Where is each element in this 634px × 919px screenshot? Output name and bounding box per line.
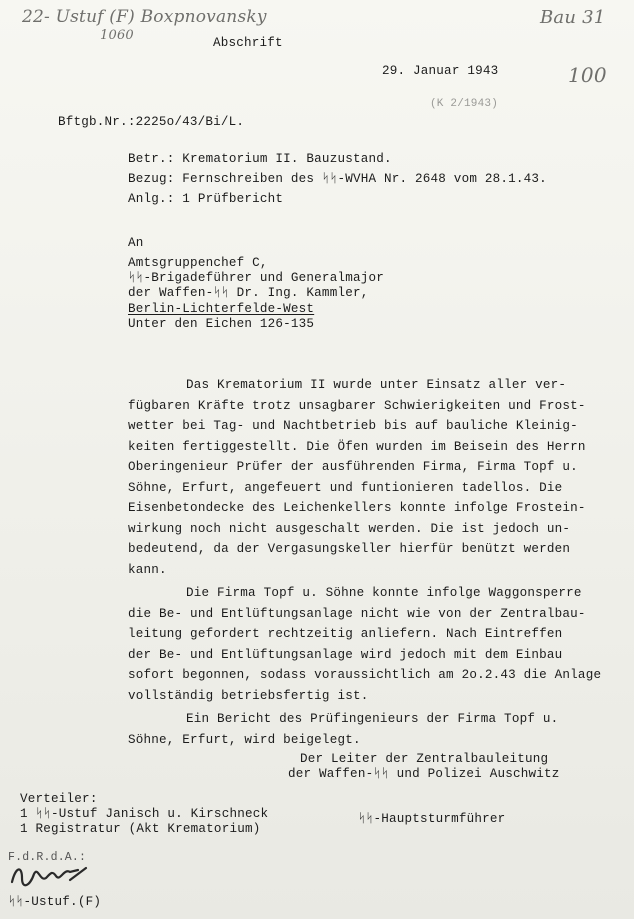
handwritten-signature xyxy=(8,860,98,890)
paragraph-line: fügbaren Kräfte trotz unsagbarer Schwierigkeiten und Frost- xyxy=(128,398,586,413)
letter-number: Bftgb.Nr.:2225o/43/Bi/L. xyxy=(58,115,245,129)
closing-line-1: Der Leiter der Zentralbauleitung xyxy=(300,752,549,766)
copy-label: Abschrift xyxy=(213,36,283,50)
distribution-item-2: 1 Registratur (Akt Krematorium) xyxy=(20,822,261,836)
handwritten-top-right: Bau 31 xyxy=(540,7,606,28)
body-paragraph-1 xyxy=(128,375,628,580)
paragraph-line: Das Krematorium II wurde unter Einsatz aller ver- xyxy=(186,378,567,392)
address-line-3: der Waffen-ᛋᛋ Dr. Ing. Kammler, xyxy=(128,286,369,300)
paragraph-line: Söhne, Erfurt, angefeuert und funtionieren tadellos. Die xyxy=(128,480,563,495)
closing-line-2: der Waffen-ᛋᛋ und Polizei Auschwitz xyxy=(288,767,560,781)
relation-line: Bezug: Fernschreiben des ᛋᛋ-WVHA Nr. 2648 vom 28.1.43. xyxy=(128,172,547,186)
paragraph-line: die Be- und Entlüftungsanlage nicht wie von der Zentralbau- xyxy=(128,606,586,621)
paragraph-line: Eisenbetondecke des Leichenkellers konnte infolge Frostein- xyxy=(128,501,586,515)
attachment-line: Anlg.: 1 Prüfbericht xyxy=(128,192,284,206)
closing-rank: ᛋᛋ-Hauptsturmführer xyxy=(358,812,506,826)
paragraph-line: leitung gefordert rechtzeitig anliefern. Nach Eintreffen xyxy=(128,627,563,641)
faint-note: (K 2/1943) xyxy=(430,98,499,110)
fdra-label: F.d.R.d.A.: xyxy=(8,851,87,864)
paragraph-line: vollständig betriebsfertig ist. xyxy=(128,688,369,703)
distribution-item-1: 1 ᛋᛋ-Ustuf Janisch u. Kirschneck xyxy=(20,807,269,821)
body-paragraph-2 xyxy=(128,583,628,706)
paragraph-line: sofort begonnen, sodass voraussichtlich am 2o.2.43 die Anlage xyxy=(128,668,602,682)
address-line-5: Unter den Eichen 126-135 xyxy=(128,317,315,331)
paragraph-line: Die Firma Topf u. Söhne konnte infolge Waggonsperre xyxy=(186,586,582,600)
address-line-1: Amtsgruppenchef C, xyxy=(128,256,268,270)
address-line-2: ᛋᛋ-Brigadeführer und Generalmajor xyxy=(128,271,384,285)
certification-rank: ᛋᛋ-Ustuf.(F) xyxy=(8,895,102,909)
paragraph-line: Ein Bericht des Prüfingenieurs der Firma Topf u. xyxy=(186,712,559,726)
paragraph-line: wirkung noch nicht ausgeschalt werden. Die ist jedoch un- xyxy=(128,521,571,536)
address-line-4: Berlin-Lichterfelde-West xyxy=(128,302,315,316)
paragraph-line: kann. xyxy=(128,562,167,577)
paragraph-line: Oberingenieur Prüfer der ausführenden Firma, Firma Topf u. xyxy=(128,460,578,474)
address-to: An xyxy=(128,236,144,250)
paragraph-line: wetter bei Tag- und Nachtbetrieb bis auf bauliche Kleinig- xyxy=(128,419,578,433)
paragraph-line: Söhne, Erfurt, wird beigelegt. xyxy=(128,732,361,747)
paragraph-line: bedeutend, da der Vergasungskeller hierfür benützt werden xyxy=(128,542,571,556)
paragraph-line: keiten fertiggestellt. Die Öfen wurden im Beisein des Herrn xyxy=(128,439,586,454)
subject-line: Betr.: Krematorium II. Bauzustand. xyxy=(128,152,392,166)
handwritten-number: 100 xyxy=(568,63,607,87)
date: 29. Januar 1943 xyxy=(382,64,499,78)
faint-number: 1060 xyxy=(100,28,134,43)
distribution-label: Verteiler: xyxy=(20,792,98,806)
paragraph-line: der Be- und Entlüftungsanlage wird jedoch mit dem Einbau xyxy=(128,647,563,662)
body-paragraph-3 xyxy=(128,709,628,750)
faint-header-handwriting: 22- Ustuf (F) Boxpnovansky xyxy=(22,7,267,27)
